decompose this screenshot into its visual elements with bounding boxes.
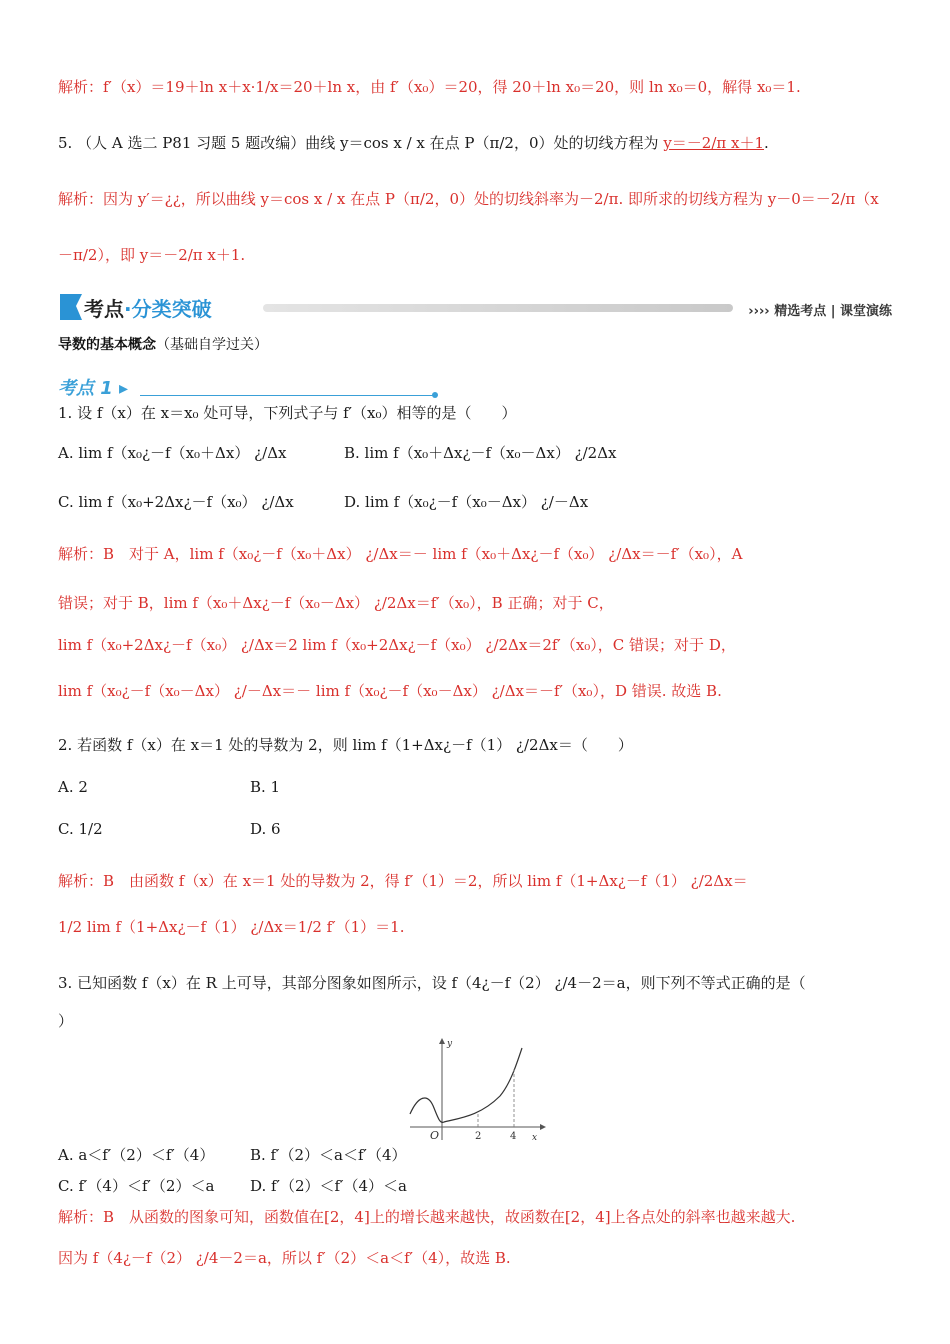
function-curve bbox=[410, 1048, 522, 1122]
q3-stem: 3. 已知函数 f（x）在 R 上可导，其部分图象如图所示，设 f（4¿－f（2） ¿/4－2＝a，则下列不等式正确的是（ bbox=[58, 974, 806, 992]
banner-right-text: ›››› 精选考点 | 课堂演练 bbox=[748, 304, 892, 319]
q1-stem: 1. 设 f（x）在 x＝x₀ 处可导，下列式子与 f′（x₀）相等的是（ ） bbox=[58, 404, 517, 422]
solution-5-line-2: －π/2），即 y＝－2/π x＋1. bbox=[58, 246, 246, 264]
q2-option-c: C. 1/2 bbox=[58, 820, 103, 838]
graph-y-label: y bbox=[447, 1039, 453, 1049]
q1-solution-1: 解析：B 对于 A，lim f（x₀¿－f（x₀＋Δx） ¿/Δx＝－ lim f（x₀＋Δx¿－f（x₀） ¿/Δx＝－f′（x₀），A bbox=[58, 545, 743, 563]
solution-line-1: 解析：f′（x）＝19＋ln x＋x·1/x＝20＋ln x，由 f′（x₀）＝20，得 20＋ln x₀＝20，则 ln x₀＝0，解得 x₀＝1. bbox=[58, 78, 801, 96]
kaodian-underline bbox=[140, 395, 436, 396]
q3-solution-2: 因为 f（4¿－f（2） ¿/4－2＝a，所以 f′（2）＜a＜f′（4），故选 B. bbox=[58, 1249, 511, 1267]
q1-option-a: A. lim f（x₀¿－f（x₀＋Δx） ¿/Δx bbox=[58, 444, 287, 462]
section-subtitle: （基础自学过关） bbox=[156, 337, 268, 353]
question-5-text: 5. （人 A 选二 P81 习题 5 题改编）曲线 y＝cos x / x 在点 P（π/2，0）处的切线方程为 bbox=[58, 134, 659, 152]
banner-flag-icon bbox=[58, 292, 84, 322]
q2-stem: 2. 若函数 f（x）在 x＝1 处的导数为 2，则 lim f（1+Δx¿－f（1） ¿/2Δx＝（ ） bbox=[58, 736, 633, 754]
q1-solution-3: lim f（x₀+2Δx¿－f（x₀） ¿/Δx＝2 lim f（x₀+2Δx¿－f（x₀） ¿/2Δx＝2f′（x₀），C 错误；对于 D， bbox=[58, 636, 736, 654]
q1-option-c: C. lim f（x₀+2Δx¿－f（x₀） ¿/Δx bbox=[58, 493, 294, 511]
q1-option-b: B. lim f（x₀＋Δx¿－f（x₀－Δx） ¿/2Δx bbox=[344, 444, 617, 462]
q1-option-d: D. lim f（x₀¿－f（x₀－Δx） ¿/－Δx bbox=[344, 493, 589, 511]
question-5: 5. （人 A 选二 P81 习题 5 题改编）曲线 y＝cos x / x 在点 P（π/2，0）处的切线方程为 y＝－2/π x＋1. bbox=[58, 134, 769, 152]
section-banner bbox=[58, 290, 892, 326]
section-heading bbox=[58, 334, 268, 354]
q3-option-a: A. a＜f′（2）＜f′（4） bbox=[58, 1146, 215, 1164]
graph-tick-2: 2 bbox=[475, 1131, 482, 1142]
q2-solution-1: 解析：B 由函数 f（x）在 x＝1 处的导数为 2，得 f′（1）＝2，所以 lim f（1+Δx¿－f（1） ¿/2Δx＝ bbox=[58, 872, 748, 890]
q1-solution-2: 错误；对于 B，lim f（x₀＋Δx¿－f（x₀－Δx） ¿/2Δx＝f′（x₀），B 正确；对于 C， bbox=[58, 594, 614, 612]
q2-option-b: B. 1 bbox=[250, 778, 281, 796]
kaodian-label: 考点 1 ▸ bbox=[58, 378, 129, 399]
q3-stem-end: ） bbox=[58, 1012, 74, 1030]
x-axis-arrow-icon bbox=[540, 1124, 546, 1130]
graph-tick-4: 4 bbox=[510, 1131, 517, 1142]
q2-option-a: A. 2 bbox=[58, 778, 88, 796]
y-axis-arrow-icon bbox=[439, 1038, 445, 1044]
q2-option-d: D. 6 bbox=[250, 820, 281, 838]
q2-solution-2: 1/2 lim f（1+Δx¿－f（1） ¿/Δx＝1/2 f′（1）＝1. bbox=[58, 918, 405, 936]
q3-option-c: C. f′（4）＜f′（2）＜a bbox=[58, 1177, 215, 1195]
graph-origin-label: O bbox=[430, 1129, 440, 1142]
banner-title-a: 考点 bbox=[84, 297, 124, 321]
kaodian-dot bbox=[432, 392, 438, 398]
q1-solution-4: lim f（x₀¿－f（x₀－Δx） ¿/－Δx＝－ lim f（x₀¿－f（x₀－Δx） ¿/Δx＝－f′（x₀），D 错误. 故选 B. bbox=[58, 682, 722, 700]
question-5-answer: y＝－2/π x＋1 bbox=[663, 134, 765, 152]
q3-option-b: B. f′（2）＜a＜f′（4） bbox=[250, 1146, 407, 1164]
banner-divider bbox=[263, 304, 733, 312]
solution-5-line-1: 解析：因为 y′＝¿¿，所以曲线 y＝cos x / x 在点 P（π/2，0）处的切线斜率为－2/π. 即所求的切线方程为 y－0＝－2/π（x bbox=[58, 190, 879, 208]
banner-title bbox=[84, 293, 212, 322]
graph-x-label: x bbox=[532, 1133, 538, 1143]
function-graph bbox=[400, 1036, 550, 1144]
q3-solution-1: 解析：B 从函数的图象可知，函数值在[2，4]上的增长越来越快，故函数在[2，4]上各点处的斜率也越来越大. bbox=[58, 1208, 796, 1226]
section-title: 导数的基本概念 bbox=[58, 337, 156, 353]
q3-option-d: D. f′（2）＜f′（4）＜a bbox=[250, 1177, 407, 1195]
banner-title-b: ·分类突破 bbox=[124, 297, 212, 321]
